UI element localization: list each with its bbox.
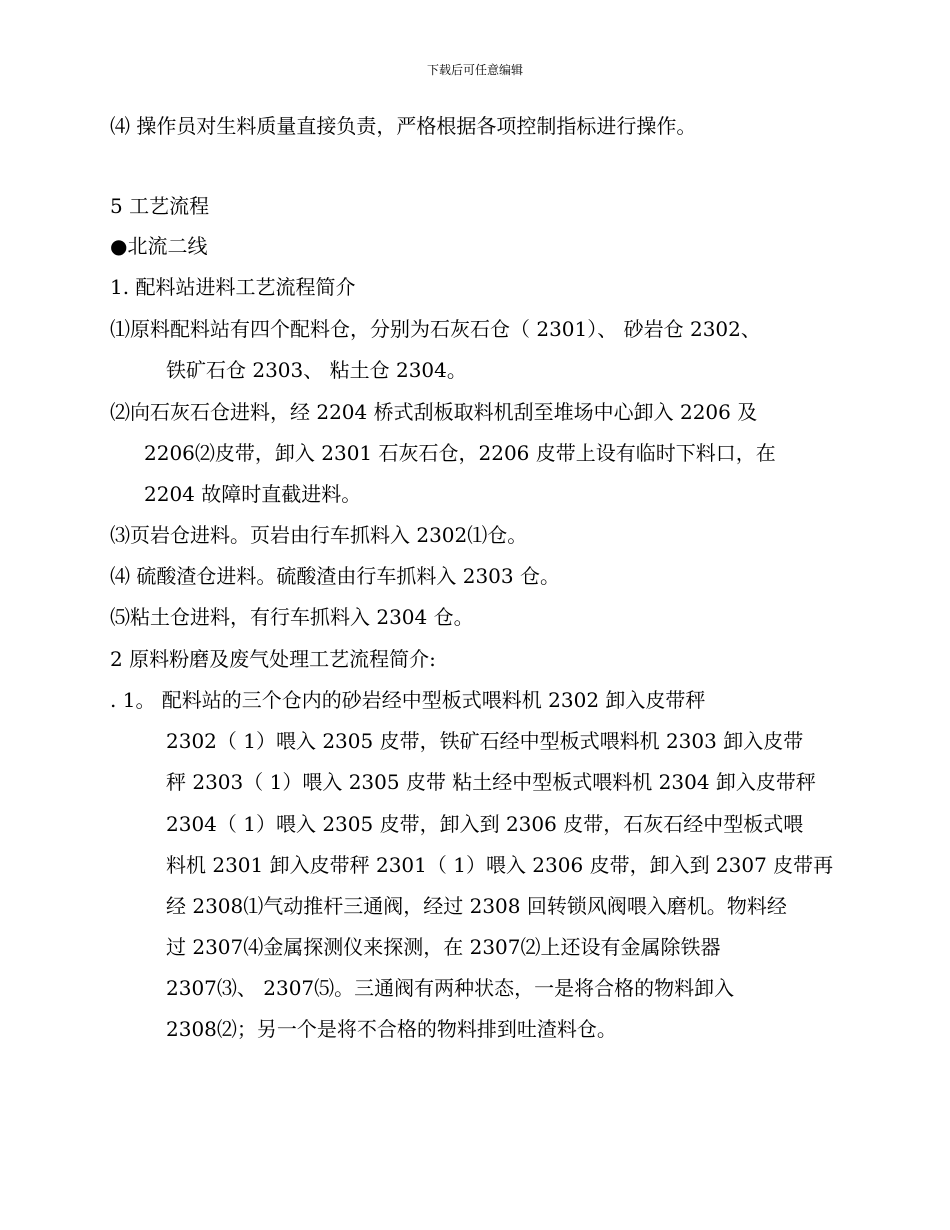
paragraph-line: ⑴原料配料站有四个配料仓，分别为石灰石仓（ 2301）、 砂岩仓 2302、 bbox=[110, 317, 761, 341]
paragraph-line: 秤 2303（ 1）喂入 2305 皮带 粘土经中型板式喂料机 2304 卸入皮带秤 bbox=[166, 770, 816, 794]
paragraph-line: 铁矿石仓 2303、 粘土仓 2304。 bbox=[166, 358, 467, 382]
paragraph-line: ⑷ 硫酸渣仓进料。硫酸渣由行车抓料入 2303 仓。 bbox=[110, 564, 560, 588]
numbered-heading: 2 原料粉磨及废气处理工艺流程简介: bbox=[110, 647, 436, 671]
paragraph-line: ⑵向石灰石仓进料，经 2204 桥式刮板取料机刮至堆场中心卸入 2206 及 bbox=[110, 400, 758, 424]
numbered-heading: 1. 配料站进料工艺流程简介 bbox=[110, 275, 356, 299]
paragraph-line: 过 2307⑷金属探测仪来探测，在 2307⑵上还设有金属除铁器 bbox=[166, 935, 721, 959]
subsection-heading: ●北流二线 bbox=[110, 234, 208, 258]
paragraph-line: ⑷ 操作员对生料质量直接负责，严格根据各项控制指标进行操作。 bbox=[110, 114, 697, 138]
paragraph-line: 2304（ 1）喂入 2305 皮带，卸入到 2306 皮带，石灰石经中型板式喂 bbox=[166, 812, 804, 836]
paragraph-line: 2307⑶、 2307⑸。三通阀有两种状态，一是将合格的物料卸入 bbox=[166, 976, 735, 1000]
paragraph-line: 经 2308⑴气动推杆三通阀，经过 2308 回转锁风阀喂入磨机。物料经 bbox=[166, 894, 787, 918]
section-heading: 5 工艺流程 bbox=[110, 194, 210, 218]
paragraph-line: 2302（ 1）喂入 2305 皮带，铁矿石经中型板式喂料机 2303 卸入皮带 bbox=[166, 729, 804, 753]
paragraph-line: 料机 2301 卸入皮带秤 2301（ 1）喂入 2306 皮带，卸入到 2307 皮带再 bbox=[166, 853, 834, 877]
paragraph-line: ⑶页岩仓进料。页岩由行车抓料入 2302⑴仓。 bbox=[110, 523, 528, 547]
paragraph-line: 2308⑵；另一个是将不合格的物料排到吐渣料仓。 bbox=[166, 1017, 617, 1041]
paragraph-line: 2206⑵皮带，卸入 2301 石灰石仓，2206 皮带上设有临时下料口，在 bbox=[144, 441, 776, 465]
paragraph-line: . 1。 配料站的三个仓内的砂岩经中型板式喂料机 2302 卸入皮带秤 bbox=[110, 688, 706, 712]
page-header: 下载后可任意编辑 bbox=[426, 63, 523, 77]
paragraph-line: 2204 故障时直截进料。 bbox=[144, 482, 362, 506]
paragraph-line: ⑸粘土仓进料，有行车抓料入 2304 仓。 bbox=[110, 605, 474, 629]
